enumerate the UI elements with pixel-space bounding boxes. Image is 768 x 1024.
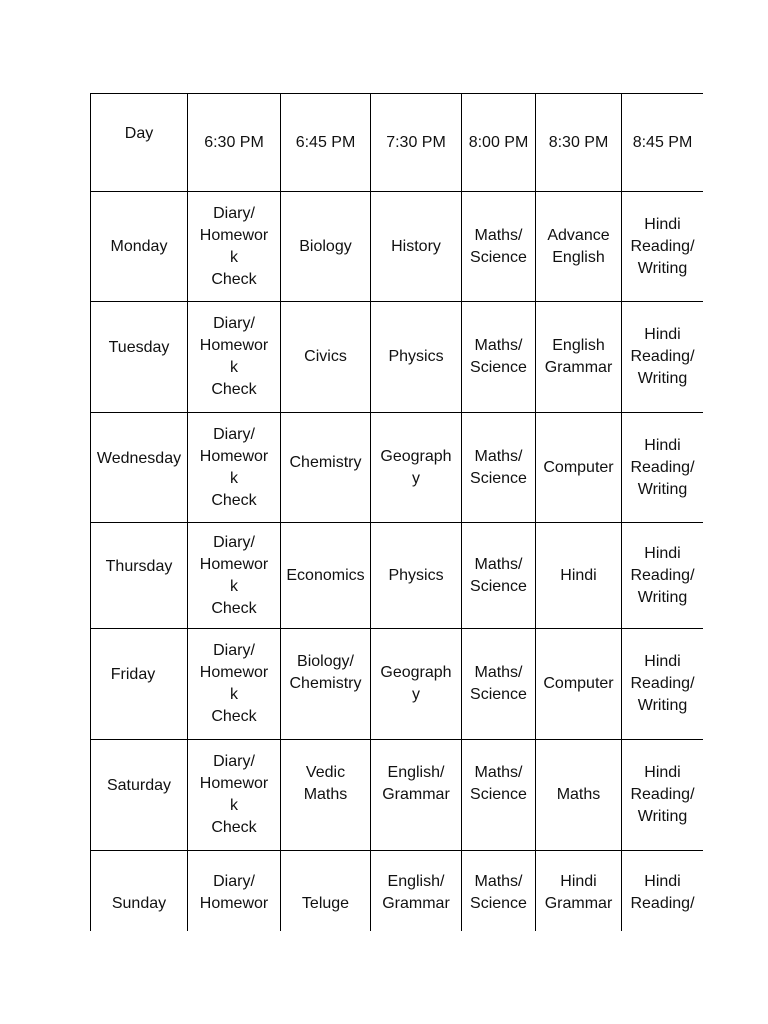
- table-cell: Chemistry: [281, 413, 371, 523]
- table-cell: Hindi Reading/ Writing: [622, 740, 704, 851]
- table-cell: Hindi Reading/ Writing: [622, 192, 704, 302]
- header-cell-time: 7:30 PM: [371, 94, 462, 192]
- table-cell: History: [371, 192, 462, 302]
- table-cell: Maths/ Science: [462, 413, 536, 523]
- header-cell-time: 6:30 PM: [188, 94, 281, 192]
- table-cell: Maths: [536, 740, 622, 851]
- header-cell-day: Day: [91, 94, 188, 192]
- timetable-container: [90, 93, 703, 931]
- table-row-friday: [91, 629, 704, 740]
- header-cell-time: 8:30 PM: [536, 94, 622, 192]
- table-cell: Civics: [281, 302, 371, 413]
- table-cell: Vedic Maths: [281, 740, 371, 851]
- table-cell: Physics: [371, 302, 462, 413]
- table-cell: Computer: [536, 413, 622, 523]
- table-cell: Computer: [536, 629, 622, 740]
- table-cell: Diary/ Homewor k Check: [188, 413, 281, 523]
- day-cell: Wednesday: [91, 413, 188, 523]
- day-cell: Tuesday: [91, 302, 188, 413]
- day-cell: Friday: [91, 629, 188, 740]
- table-cell: Maths/ Science: [462, 302, 536, 413]
- table-cell: Physics: [371, 523, 462, 629]
- table-cell: Maths/ Science: [462, 192, 536, 302]
- table-cell: Maths/ Science: [462, 851, 536, 932]
- header-cell-time: 6:45 PM: [281, 94, 371, 192]
- table-cell: Hindi: [536, 523, 622, 629]
- table-cell: Diary/ Homewor k Check: [188, 192, 281, 302]
- table-cell: Biology: [281, 192, 371, 302]
- table-cell: Economics: [281, 523, 371, 629]
- table-row-monday: [91, 192, 704, 302]
- table-cell: Hindi Reading/ Writing: [622, 413, 704, 523]
- table-cell: Biology/ Chemistry: [281, 629, 371, 740]
- day-cell: Saturday: [91, 740, 188, 851]
- table-cell: Hindi Reading/ Writing: [622, 629, 704, 740]
- table-cell: Maths/ Science: [462, 629, 536, 740]
- table-row-thursday: [91, 523, 704, 629]
- table-cell: Geograph y: [371, 413, 462, 523]
- table-cell: Teluge: [281, 851, 371, 932]
- day-cell: Sunday: [91, 851, 188, 932]
- table-row-sunday: [91, 851, 704, 932]
- table-cell: Maths/ Science: [462, 740, 536, 851]
- table-cell: Advance English: [536, 192, 622, 302]
- header-cell-time: 8:45 PM: [622, 94, 704, 192]
- table-cell: Hindi Grammar: [536, 851, 622, 932]
- table-cell: Geograph y: [371, 629, 462, 740]
- day-cell: Monday: [91, 192, 188, 302]
- table-row-tuesday: [91, 302, 704, 413]
- table-cell: Maths/ Science: [462, 523, 536, 629]
- table-cell: Diary/ Homewor k Check: [188, 523, 281, 629]
- table-cell: English Grammar: [536, 302, 622, 413]
- header-row: [91, 94, 704, 192]
- table-row-saturday: [91, 740, 704, 851]
- table-cell: Diary/ Homewor k Check: [188, 629, 281, 740]
- header-cell-time: 8:00 PM: [462, 94, 536, 192]
- table-cell: Hindi Reading/: [622, 851, 704, 932]
- table-cell: English/ Grammar: [371, 851, 462, 932]
- table-cell: Diary/ Homewor k Check: [188, 740, 281, 851]
- table-cell: Diary/ Homewor: [188, 851, 281, 932]
- table-cell: Hindi Reading/ Writing: [622, 523, 704, 629]
- table-row-wednesday: [91, 413, 704, 523]
- timetable: [90, 93, 703, 931]
- table-cell: English/ Grammar: [371, 740, 462, 851]
- day-cell: Thursday: [91, 523, 188, 629]
- table-cell: Hindi Reading/ Writing: [622, 302, 704, 413]
- table-cell: Diary/ Homewor k Check: [188, 302, 281, 413]
